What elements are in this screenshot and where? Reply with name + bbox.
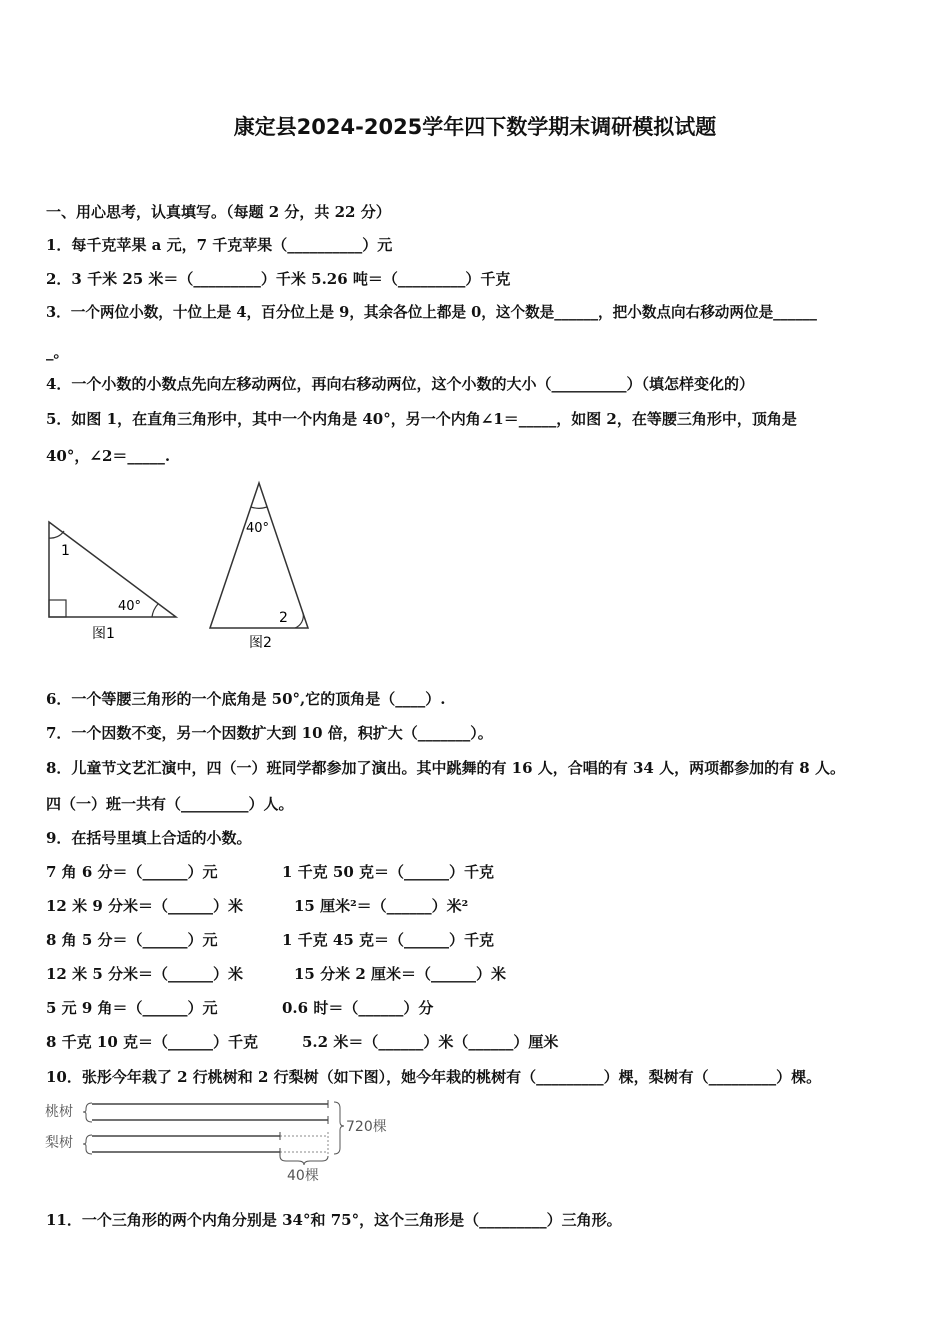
q9-row-1-right: 1 千克 50 克＝（______）千克 <box>282 863 494 881</box>
figure-2-isosceles-triangle <box>200 478 320 656</box>
fig2-angle-40-label: 40° <box>246 521 270 536</box>
question-8-cont: 四（一）班一共有（_________）人。 <box>46 795 294 813</box>
question-4: 4．一个小数的小数点先向左移动两位，再向右移动两位，这个小数的大小（__________）（填怎样变化的） <box>46 375 754 393</box>
q9-row-5-left: 5 元 9 角＝（______）元 <box>46 999 218 1017</box>
question-1: 1．每千克苹果 a 元，7 千克苹果（__________）元 <box>46 236 393 254</box>
q9-row-5-right: 0.6 时＝（______）分 <box>282 999 434 1017</box>
fig1-angle-40-label: 40° <box>118 599 142 614</box>
page-title: 康定县2024-2025学年四下数学期末调研模拟试题 <box>233 115 717 139</box>
fig1-caption: 图1 <box>92 626 115 642</box>
question-8: 8．儿童节文艺汇演中，四（一）班同学都参加了演出。其中跳舞的有 16 人，合唱的有 34 人，两项都参加的有 8 人。 <box>46 759 845 777</box>
q9-row-2-left: 12 米 9 分米＝（______）米 <box>46 897 243 915</box>
question-6: 6．一个等腰三角形的一个底角是 50°,它的顶角是（____）. <box>46 690 446 708</box>
fig1-angle-1-label: 1 <box>61 543 70 559</box>
q9-row-6-left: 8 千克 10 克＝（______）千克 <box>46 1033 258 1051</box>
figure-1-right-triangle <box>40 510 190 650</box>
peach-label: 桃树 <box>45 1104 73 1120</box>
q9-row-3-right: 1 千克 45 克＝（______）千克 <box>282 931 494 949</box>
total-label: 720棵 <box>346 1119 387 1135</box>
section-heading: 一、用心思考，认真填写。（每题 2 分，共 22 分） <box>46 203 391 221</box>
question-3-cont: _。 <box>46 343 69 361</box>
question-10: 10．张彤今年栽了 2 行桃树和 2 行梨树（如下图），她今年栽的桃树有（_________）棵，梨树有（_________）棵。 <box>46 1068 822 1086</box>
question-9: 9．在括号里填上合适的小数。 <box>46 829 252 847</box>
pear-label: 梨树 <box>45 1135 73 1151</box>
question-11: 11．一个三角形的两个内角分别是 34°和 75°，这个三角形是（_________）三角形。 <box>46 1211 622 1229</box>
question-2: 2．3 千米 25 米＝（_________）千米 5.26 吨＝（_________）千克 <box>46 270 511 288</box>
fig2-angle-2-label: 2 <box>279 610 288 626</box>
q9-row-3-left: 8 角 5 分＝（______）元 <box>46 931 218 949</box>
diff-label: 40棵 <box>287 1168 319 1184</box>
question-3: 3．一个两位小数，十位上是 4，百分位上是 9，其余各位上都是 0，这个数是______，把小数点向右移动两位是______ <box>46 304 817 321</box>
q9-row-4-left: 12 米 5 分米＝（______）米 <box>46 965 243 983</box>
question-7: 7．一个因数不变，另一个因数扩大到 10 倍，积扩大（_______）。 <box>46 724 493 742</box>
question-5: 5．如图 1，在直角三角形中，其中一个内角是 40°，另一个内角∠1＝_____，如图 2，在等腰三角形中，顶角是 <box>46 410 797 428</box>
q9-row-2-right: 15 厘米²＝（______）米² <box>294 897 469 915</box>
q9-row-4-right: 15 分米 2 厘米＝（______）米 <box>294 965 506 983</box>
fig2-caption: 图2 <box>249 635 272 651</box>
question-5-cont: 40°，∠2＝_____. <box>46 447 171 465</box>
figure-3-segment-diagram <box>40 1094 400 1184</box>
q9-row-6-right: 5.2 米＝（______）米（______）厘米 <box>302 1033 559 1051</box>
q9-row-1-left: 7 角 6 分＝（______）元 <box>46 863 218 881</box>
